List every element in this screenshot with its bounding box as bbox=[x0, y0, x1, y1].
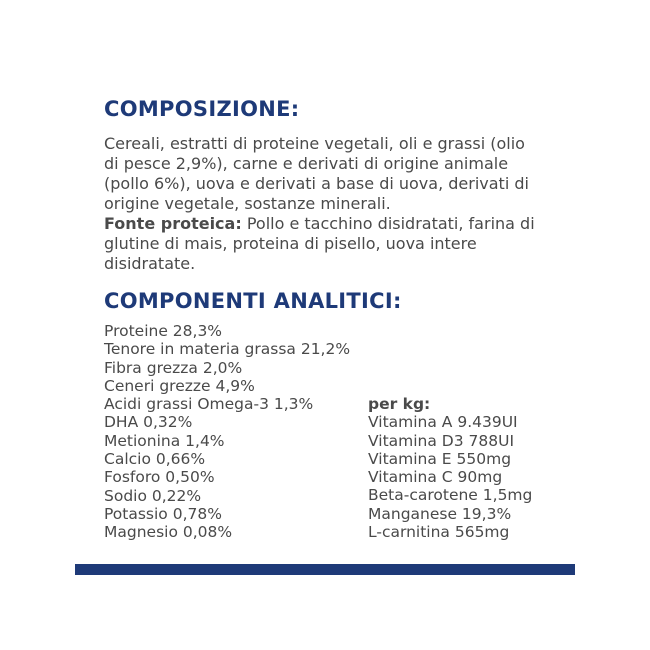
analytical-item: Potassio 0,78% bbox=[104, 504, 222, 523]
analytical-item: Tenore in materia grassa 21,2% bbox=[104, 340, 351, 359]
additive-item: Vitamina A 9.439UI bbox=[368, 413, 518, 432]
per-kg-label: per kg: bbox=[368, 395, 431, 413]
analytical-item: Ceneri grezze 4,9% bbox=[104, 376, 255, 395]
bottom-divider-bar bbox=[75, 564, 575, 575]
composizione-heading: COMPOSIZIONE: bbox=[104, 97, 300, 121]
additive-item: Vitamina D3 788UI bbox=[368, 431, 515, 450]
analytical-item: Proteine 28,3% bbox=[104, 322, 223, 340]
analytical-item: Fibra grezza 2,0% bbox=[104, 358, 243, 377]
protein-source-text: Pollo e tacchino disidratati, farina di glutine di mais, proteina di pisello, uova intere disidratate. bbox=[104, 214, 535, 273]
analytical-components-list bbox=[104, 322, 350, 542]
additive-item: Beta-carotene 1,5mg bbox=[368, 486, 533, 505]
per-kg-list bbox=[368, 395, 532, 541]
analytical-item: Metionina 1,4% bbox=[104, 431, 225, 450]
analytical-item: Sodio 0,22% bbox=[104, 486, 202, 505]
additive-item: Manganese 19,3% bbox=[368, 504, 512, 523]
composizione-text bbox=[104, 134, 544, 274]
analytical-item: Calcio 0,66% bbox=[104, 450, 206, 469]
analytical-item: Magnesio 0,08% bbox=[104, 523, 233, 542]
additive-item: L-carnitina 565mg bbox=[368, 523, 510, 542]
analytical-item: Acidi grassi Omega-3 1,3% bbox=[104, 395, 314, 414]
protein-source-label: Fonte proteica: bbox=[104, 214, 242, 233]
componenti-analitici-heading: COMPONENTI ANALITICI: bbox=[104, 289, 402, 313]
additive-item: Vitamina E 550mg bbox=[368, 449, 512, 468]
analytical-item: Fosforo 0,50% bbox=[104, 468, 215, 487]
additive-item: Vitamina C 90mg bbox=[368, 468, 503, 487]
analytical-item: DHA 0,32% bbox=[104, 413, 193, 432]
composizione-ingredients: Cereali, estratti di proteine vegetali, oli e grassi (olio di pesce 2,9%), carne e derivati di origine animale (pollo 6%), uova e derivati a base di uova, derivati di origine vegetale, sostanze minerali. bbox=[104, 134, 529, 213]
